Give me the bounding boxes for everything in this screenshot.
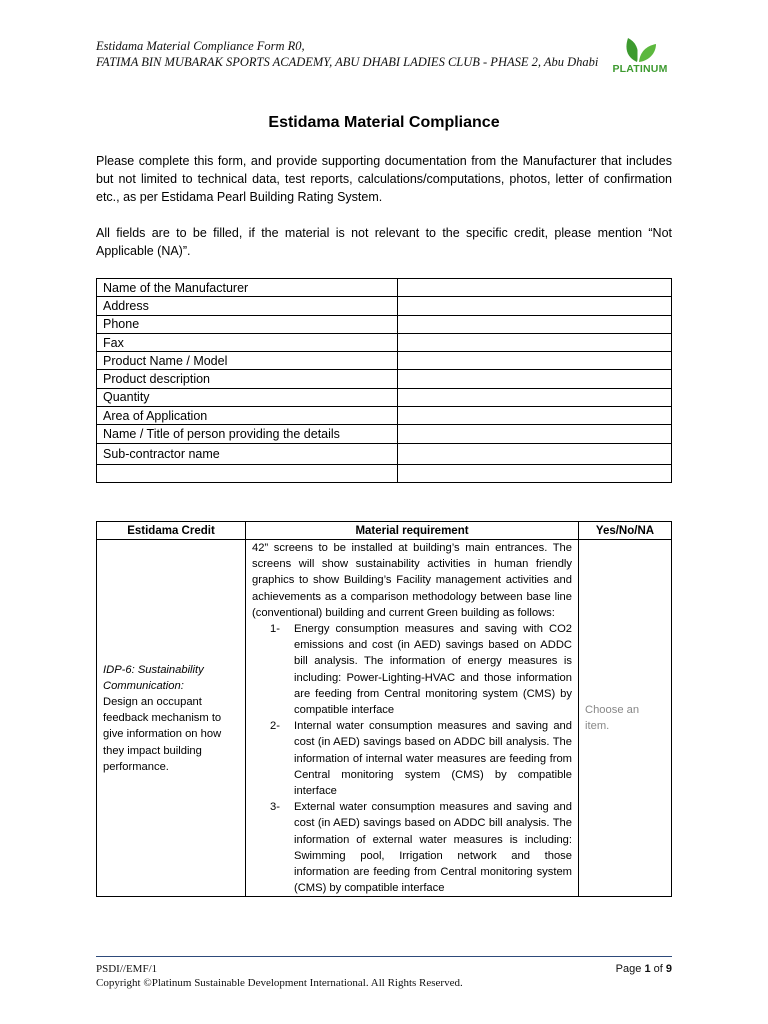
footer-left: [96, 962, 463, 990]
requirement-cell: [246, 540, 579, 897]
info-label: Area of Application: [97, 407, 398, 425]
credit-description: Design an occupant feedback mechanism to give information on how they impact building performance.: [103, 695, 222, 773]
col-header-yes-no-na: Yes/No/NA: [579, 522, 672, 540]
info-label: Quantity: [97, 388, 398, 406]
info-row: [97, 279, 672, 297]
manufacturer-info-table: [96, 278, 672, 483]
credit-row: [97, 540, 672, 897]
page-number: [540, 962, 672, 976]
info-row: [97, 370, 672, 388]
page-of: of: [653, 963, 663, 975]
requirement-number: 3-: [270, 801, 280, 814]
choice-cell[interactable]: [579, 540, 672, 897]
info-row: [97, 297, 672, 315]
credit-cell: [97, 540, 246, 897]
info-row: [97, 352, 672, 370]
info-value-field[interactable]: [398, 315, 672, 333]
info-row: [97, 407, 672, 425]
info-value-field[interactable]: [398, 425, 672, 443]
info-value-field[interactable]: [398, 370, 672, 388]
logo-wordmark: PLATINUM: [612, 63, 668, 75]
header-project-name: FATIMA BIN MUBARAK SPORTS ACADEMY, ABU DHABI LADIES CLUB - PHASE 2, Abu Dhabi: [96, 55, 599, 69]
info-label: Name of the Manufacturer: [97, 279, 398, 297]
requirement-item: [252, 621, 572, 718]
footer-rule: [96, 956, 672, 957]
requirement-text: Internal water consumption measures and saving and cost (in AED) savings based on ADDC bill analysis. The information of internal water measures are feeding from Central monitoring system (CMS) by compatible interface: [294, 720, 572, 798]
info-label: Product Name / Model: [97, 352, 398, 370]
info-value-field[interactable]: [398, 352, 672, 370]
intro-paragraph: Please complete this form, and provide supporting documentation from the Manufacturer that includes but not limited to technical data, test reports, calculations/computations, photos, letter of confirmation etc., as per Estidama Pearl Building Rating System.: [96, 154, 672, 204]
info-label: Sub-contractor name: [97, 443, 398, 464]
info-value-field[interactable]: [398, 407, 672, 425]
requirement-text: Energy consumption measures and saving with CO2 emissions and cost (in AED) savings based on ADDC bill analysis. The information of energy measures is including: Power-Lighting-HVAC and those information are feeding from Central monitoring system (CMS) by compatible interface: [294, 623, 572, 717]
col-header-credit: Estidama Credit: [97, 522, 246, 540]
requirement-item: [252, 799, 572, 896]
document-title: Estidama Material Compliance: [268, 114, 500, 131]
requirement-intro: 42” screens to be installed at building’s main entrances. The screens will show sustainability activities in human friendly graphics to show Building’s Facility management activities and achievements as a comparison methodology between base line (conventional) building and current Green building as follows:: [252, 542, 572, 619]
col-header-requirement: Material requirement: [246, 522, 579, 540]
info-value-field[interactable]: [398, 279, 672, 297]
info-label: Address: [97, 297, 398, 315]
page-current: 1: [644, 963, 651, 975]
info-label: Product description: [97, 370, 398, 388]
credit-table-header-row: [97, 522, 672, 540]
page-header: [96, 38, 598, 70]
info-row: [97, 425, 672, 443]
page-total: 9: [665, 963, 672, 975]
info-value-field[interactable]: [398, 388, 672, 406]
requirement-number: 2-: [270, 720, 280, 733]
info-value-field[interactable]: [398, 333, 672, 351]
credit-requirements-table: [96, 521, 672, 897]
requirement-item: [252, 718, 572, 799]
info-row: [97, 333, 672, 351]
requirement-text: External water consumption measures and saving and cost (in AED) savings based on ADDC bill analysis. The information of external water measures is including: Swimming pool, Irrigation network and those information are feeding from Central monitoring system (CMS) by compatible interface: [294, 801, 572, 895]
info-row: [97, 464, 672, 482]
requirement-number: 1-: [270, 623, 280, 636]
instruction-paragraph: All fields are to be filled, if the material is not relevant to the specific credit, please mention “Not Applicable (NA)”.: [96, 226, 672, 258]
footer-doc-code: PSDI//EMF/1: [96, 963, 158, 975]
info-label: Phone: [97, 315, 398, 333]
info-label: [97, 464, 398, 482]
info-row: [97, 315, 672, 333]
credit-title: IDP-6: Sustainability Communication:: [103, 663, 204, 692]
footer-copyright: Copyright ©Platinum Sustainable Development International. All Rights Reserved.: [96, 977, 463, 989]
info-label: Name / Title of person providing the details: [97, 425, 398, 443]
page-prefix: Page: [615, 963, 642, 975]
requirement-list: [252, 621, 572, 896]
info-row: [97, 388, 672, 406]
info-value-field[interactable]: [398, 464, 672, 482]
choose-an-item-dropdown[interactable]: Choose an item.: [585, 704, 640, 733]
info-value-field[interactable]: [398, 443, 672, 464]
header-form-title: Estidama Material Compliance Form R0,: [96, 39, 305, 53]
info-label: Fax: [97, 333, 398, 351]
info-row: [97, 443, 672, 464]
info-value-field[interactable]: [398, 297, 672, 315]
